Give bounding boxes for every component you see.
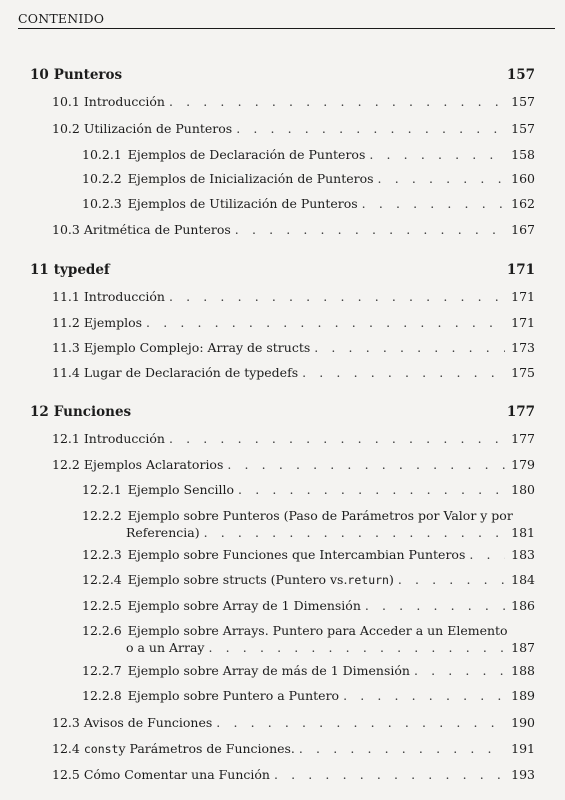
entry-label: y Parámetros de Funciones. [118,741,295,756]
entry-number: 12.2.8 [82,688,122,703]
toc-entry-12-2-3[interactable] [82,547,535,563]
entry-number: 12.4 [52,741,80,756]
toc-chapter-11[interactable] [30,262,535,278]
entry-label: Lugar de Declaración de typedefs [83,365,299,380]
entry-number: 10 [30,67,49,83]
entry-label: Ejemplo sobre Puntero a Puntero [127,688,340,703]
entry-label: Introducción [83,94,165,109]
entry-number: 12 [30,404,49,420]
entry-label: Introducción [83,289,165,304]
entry-label: Ejemplo sobre Array de más de 1 Dimensión [127,663,410,678]
entry-number: 10.1 [52,94,80,109]
entry-number: 12.1 [52,431,80,446]
toc-entry-11-3[interactable] [52,340,535,356]
toc-entry-11-4[interactable] [52,365,535,381]
dot-leader [299,741,505,757]
dot-leader [169,289,505,305]
entry-label: Ejemplo Sencillo [127,482,235,497]
entry-number: 11.2 [52,315,80,330]
entry-page: 179 [511,457,535,472]
entry-page: 193 [511,767,535,782]
entry-page: 162 [511,196,535,211]
entry-number: 12.2 [52,457,80,472]
entry-page: 175 [511,365,535,380]
entry-page: 171 [511,289,535,304]
toc-entry-10-2[interactable] [52,121,535,137]
entry-page: 186 [511,598,535,613]
toc-entry-12-2-7[interactable] [82,663,535,679]
entry-page: 157 [511,121,535,136]
entry-page: 158 [511,147,535,162]
dot-leader [146,315,505,331]
toc-chapter-10[interactable] [30,67,535,83]
toc-entry-12-2-5[interactable] [82,598,535,614]
entry-number: 12.2.6 [82,623,122,638]
entry-label: typedef [53,262,110,278]
entry-label: Ejemplo sobre structs (Puntero vs. [127,572,348,587]
entry-page: 180 [511,482,535,497]
entry-label-code: return [347,573,389,587]
entry-page: 188 [511,663,535,678]
toc-entry-12-2-8[interactable] [82,688,535,704]
dot-leader [378,171,505,187]
toc-entry-11-2[interactable] [52,315,535,331]
entry-label: Ejemplos Aclaratorios [83,457,224,472]
entry-label-continued: o a un Array [126,640,205,655]
toc-entry-11-1[interactable] [52,289,535,305]
entry-page: 187 [511,640,535,655]
dot-leader [238,482,505,498]
entry-label: Avisos de Funciones [83,715,213,730]
toc-entry-10-2-2[interactable] [82,171,535,187]
entry-label: Cómo Comentar una Función [83,767,270,782]
dot-leader [314,340,505,356]
entry-label: Ejemplos de Utilización de Punteros [127,196,358,211]
entry-number: 12.2.7 [82,663,122,678]
entry-page: 171 [506,262,535,278]
entry-label: Funciones [53,404,132,420]
entry-label-continued: Referencia) [126,525,200,540]
entry-label: Ejemplo sobre Arrays. Puntero para Acceder a un Elemento [127,623,508,638]
entry-page: 181 [511,525,535,540]
entry-number: 10.2.3 [82,196,122,211]
entry-label: Ejemplo sobre Punteros (Paso de Parámetros por Valor y por [127,508,513,523]
entry-page: 173 [511,340,535,355]
entry-label: Aritmética de Punteros [83,222,231,237]
dot-leader [398,572,505,588]
entry-label-suffix: ) [388,572,394,587]
dot-leader [216,715,505,731]
entry-label-code: const [83,742,119,756]
dot-leader [204,524,505,541]
entry-page: 184 [511,572,535,587]
entry-label: Ejemplo Complejo: Array de structs [83,340,311,355]
dot-leader [169,431,505,447]
toc-entry-12-2-4[interactable] [82,572,535,588]
dot-leader [362,196,505,212]
entry-label: Utilización de Punteros [83,121,233,136]
toc-entry-12-3[interactable] [52,715,535,731]
dot-leader [365,598,505,614]
entry-page: 167 [511,222,535,237]
entry-number: 10.2.1 [82,147,122,162]
dot-leader [236,121,505,137]
dot-leader [414,663,505,679]
entry-page: 157 [511,94,535,109]
dot-leader [343,688,505,704]
entry-number: 12.2.5 [82,598,122,613]
dot-leader [209,639,506,656]
entry-number: 11.4 [52,365,80,380]
entry-number: 10.3 [52,222,80,237]
entry-page: 191 [511,741,535,756]
entry-number: 12.2.1 [82,482,122,497]
toc-entry-10-3[interactable] [52,222,535,238]
entry-label: Introducción [83,431,165,446]
toc-entry-10-1[interactable] [52,94,535,110]
entry-label: Ejemplos [83,315,143,330]
toc-entry-12-5[interactable] [52,767,535,783]
dot-leader [169,94,505,110]
dot-leader [469,547,505,563]
header-title: CONTENIDO [18,11,105,26]
entry-page: 177 [506,404,535,420]
toc-entry-12-2-2[interactable] [82,507,535,541]
dot-leader [369,147,505,163]
entry-number: 12.2.2 [82,508,122,523]
toc-entry-10-2-3[interactable] [82,196,535,212]
entry-page: 171 [511,315,535,330]
dot-leader [235,222,505,238]
entry-number: 11.3 [52,340,80,355]
entry-number: 12.2.4 [82,572,122,587]
entry-page: 157 [506,67,535,83]
entry-number: 10.2 [52,121,80,136]
entry-page: 183 [511,547,535,562]
entry-label: Ejemplo sobre Array de 1 Dimensión [127,598,361,613]
entry-label: Ejemplos de Declaración de Punteros [127,147,366,162]
entry-page: 160 [511,171,535,186]
entry-label: Ejemplo sobre Funciones que Intercambian Punteros [127,547,466,562]
toc-chapter-12[interactable] [30,404,535,420]
entry-number: 12.5 [52,767,80,782]
entry-page: 177 [511,431,535,446]
dot-leader [302,365,505,381]
entry-number: 11 [30,262,49,278]
entry-number: 10.2.2 [82,171,122,186]
entry-label: Ejemplos de Inicialización de Punteros [127,171,374,186]
toc-entry-12-4[interactable] [52,741,535,757]
entry-number: 12.3 [52,715,80,730]
entry-label: Punteros [53,67,123,83]
dot-leader [274,767,505,783]
entry-page: 190 [511,715,535,730]
entry-page: 189 [511,688,535,703]
dot-leader [227,457,505,473]
toc-entry-12-2-6[interactable] [82,622,535,656]
toc-entry-12-2-1[interactable] [82,482,535,498]
entry-number: 11.1 [52,289,80,304]
entry-number: 12.2.3 [82,547,122,562]
toc-entry-10-2-1[interactable] [82,147,535,163]
toc-entry-12-2[interactable] [52,457,535,473]
toc-entry-12-1[interactable] [52,431,535,447]
